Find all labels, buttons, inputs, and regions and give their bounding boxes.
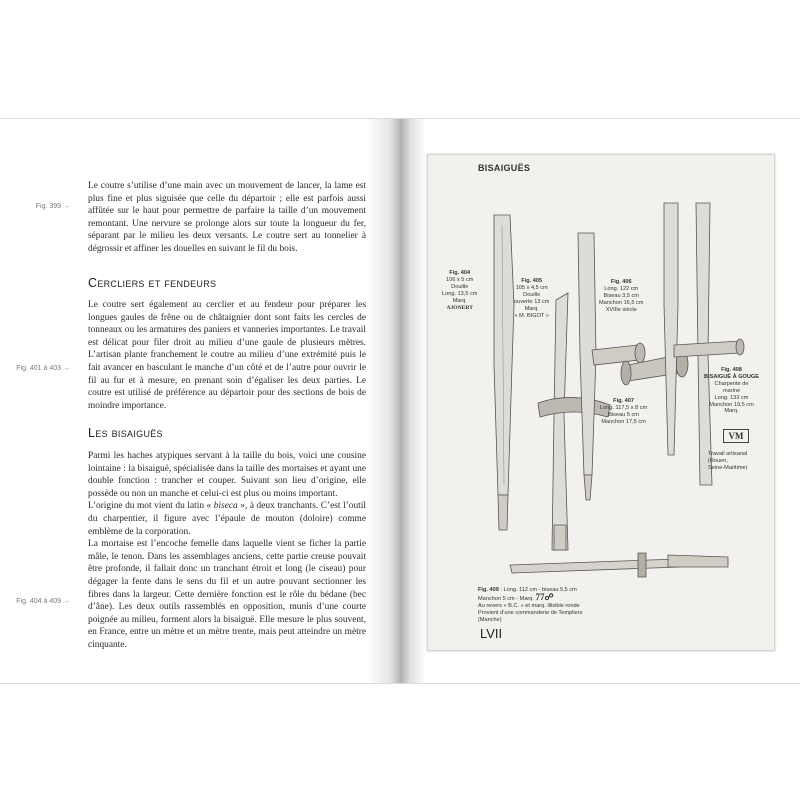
caption-line: ouverte 13 cm [514, 298, 550, 305]
caption-line: Long. 112 cm - biseau 5,5 cm [503, 587, 577, 593]
figref-label: Fig. 399 [35, 203, 62, 210]
caption-fig407 [600, 398, 647, 426]
arrow-right-icon: → [63, 598, 70, 605]
figref-label: Fig. 404 à 409 [16, 598, 62, 605]
caption-title: Fig. 405 [521, 278, 543, 284]
caption-line: Au revers « B.C. » et marq. illisible ronde [478, 602, 580, 609]
caption-line: Long. 122 cm [604, 285, 639, 292]
caption-line: Douille [523, 291, 541, 298]
figure-reference [36, 203, 70, 210]
caption-fig408 [704, 367, 759, 415]
text-span: L’origine du mot vient du latin « [88, 501, 212, 512]
plate-title: BISAIGUËS [478, 163, 531, 173]
arrow-right-icon: → [63, 365, 70, 372]
caption-line: BISAIGUË À GOUGE [704, 373, 760, 380]
paragraph-text: Parmi les haches atypiques servant à la taille du bois, voici une cousine lointaine : la bisaiguë, spécialisée dans la taille des mortaises et ayant une double fonction : trancher et couper. Suivant son lieu d’origine, elle possède ou non un manche et celui-ci est plus ou moins important. [88, 451, 366, 499]
caption-line: Marq. [452, 297, 467, 304]
caption-line: (Rouen, [708, 457, 728, 464]
book-spread [0, 118, 800, 682]
caption-line: marine [722, 387, 741, 394]
paragraph-coutre [88, 180, 366, 256]
caption-line: Manchon 19,5 cm [709, 401, 754, 408]
paragraph-text: Le coutre sert également au cerclier et au fendeur pour préparer les longues gaules de frêne ou de châtaignier dont sont faits les cercles de tonneaux ou les armatures des paniers et vanneries importantes. Le travail est délicat pour filer droit au milieu d’une gaule de plusieurs mètres. L’artisan plante franchement le coutre au milieu d’une extrémité puis le fait avancer en basculant le manche d’un côté et de l’autre pour ouvrir le fil au fur et à mesure, en prenant soin d’égaliser les deux parties. Le coutre est utilisé de préférence au départoir pour des sections de bois de moindre importance. [88, 300, 366, 411]
caption-line: Charpente de [714, 380, 749, 387]
caption-title: Fig. 406 [610, 279, 632, 285]
right-page [400, 118, 800, 684]
caption-line: Biseau 5 cm [608, 411, 639, 418]
caption-line: (Manche) [478, 616, 502, 623]
figure-reference [16, 365, 70, 372]
latin-term: biseca [211, 501, 241, 512]
caption-fig408-notes [708, 451, 747, 472]
plate-number: LVII [480, 626, 503, 641]
caption-fig406 [599, 279, 643, 314]
caption-line: Marq. [724, 408, 739, 415]
paragraph-bisaigues [88, 450, 366, 652]
caption-fig409: Fig. 409 : Long. 112 cm - biseau 5,5 cm Manchon 5 cm - Marq. 77☍ Au revers « B.C. » et marq. illisible ronde Provient d’une commanderie de Templiers (Manche) [478, 587, 583, 623]
caption-line: Biseau 3,5 cm [603, 292, 639, 299]
caption-line: Seine-Maritime) [708, 464, 748, 471]
caption-line: Manchon 5 cm - Marq. [478, 595, 534, 602]
caption-line: Long. 133 cm [714, 394, 749, 401]
illustration-plate [427, 154, 775, 651]
paragraph-text: La mortaise est l’encoche femelle dans laquelle vient se ficher la partie mâle, le tenon. Dans les assemblages anciens, cette partie creuse pouvait être profonde, il fallait donc un tranchant étroit et long (le ciseau) pour dégager la fente dans le sens du fil et un autre pouvant sectionner les fibres dans la largeur. Cette dernière fonction est le rôle du bédane (bec d’âne). Les deux outils rassemblés en opposition, munis d’une courte poignée au milieu, forment alors la bisaiguë. Elle mesure le plus souvent, en France, entre un mètre et un mètre trente, mais peut atteindre un mètre cinquante. [88, 539, 366, 650]
section-heading: Cercliers et fendeurs [88, 276, 217, 290]
caption-line: Travail artisanal [708, 451, 748, 457]
caption-fig404 [442, 270, 477, 311]
caption-title: Fig. 407 [613, 398, 634, 404]
figref-label: Fig. 401 à 403 [16, 365, 62, 372]
caption-line: « M. BIGOT » [514, 312, 549, 319]
caption-line: Douille [451, 283, 469, 290]
paragraph-text: Le coutre s’utilise d’une main avec un mouvement de lancer, la lame est plus fine et plus siguisée que celle du départoir ; elle est parfois aussi affûtée sur le haut pour permettre de parfaire la taille d’un mouvement remontant. Une nervure se prolonge alors sur toute la longueur du fer, séparant par le milieu les deux versants. Le coutre sert au tonnelier à dégrossir et affiner les douelles en suivant le fil du bois. [88, 181, 366, 254]
caption-line: Marq. [524, 305, 539, 312]
section-heading: Les bisaiguës [88, 426, 163, 440]
maker-mark: 77☍ [535, 591, 554, 602]
right-gutter-shadow [400, 119, 426, 683]
caption-line: XVIIIe siècle [605, 306, 637, 313]
caption-title: Fig. 408 [721, 367, 742, 373]
caption-line: Manchon 16,5 cm [599, 299, 644, 306]
paragraph-cercliers [88, 299, 366, 412]
caption-line: Provient d’une commanderie de Templiers [478, 609, 583, 616]
caption-line: 106 x 5 cm [446, 276, 474, 283]
tool-fig404 [494, 215, 514, 530]
left-page [0, 118, 400, 684]
arrow-right-icon: → [63, 203, 70, 210]
caption-line: Long. 13,5 cm [442, 290, 478, 297]
figure-reference [16, 598, 70, 605]
maker-mark: AJONERT [446, 304, 473, 311]
caption-line: Manchon 17,5 cm [601, 418, 646, 425]
text-span: », à deux tranchants. C’est l’outil du charpentier, il figure avec l’épaule de mouton (doloire) comme emblème de la corporation. [88, 501, 366, 537]
maker-mark-box: VM [723, 429, 749, 443]
caption-title: Fig. 409 [478, 587, 499, 593]
caption-title: Fig. 404 [449, 270, 471, 276]
caption-line: Long. 117,5 x 8 cm [600, 404, 648, 411]
left-gutter-shadow [366, 119, 400, 683]
caption-line: 105 x 4,5 cm [515, 284, 548, 291]
paragraph-origin [88, 500, 366, 538]
caption-fig405 [514, 278, 549, 319]
tool-fig409 [510, 553, 728, 577]
